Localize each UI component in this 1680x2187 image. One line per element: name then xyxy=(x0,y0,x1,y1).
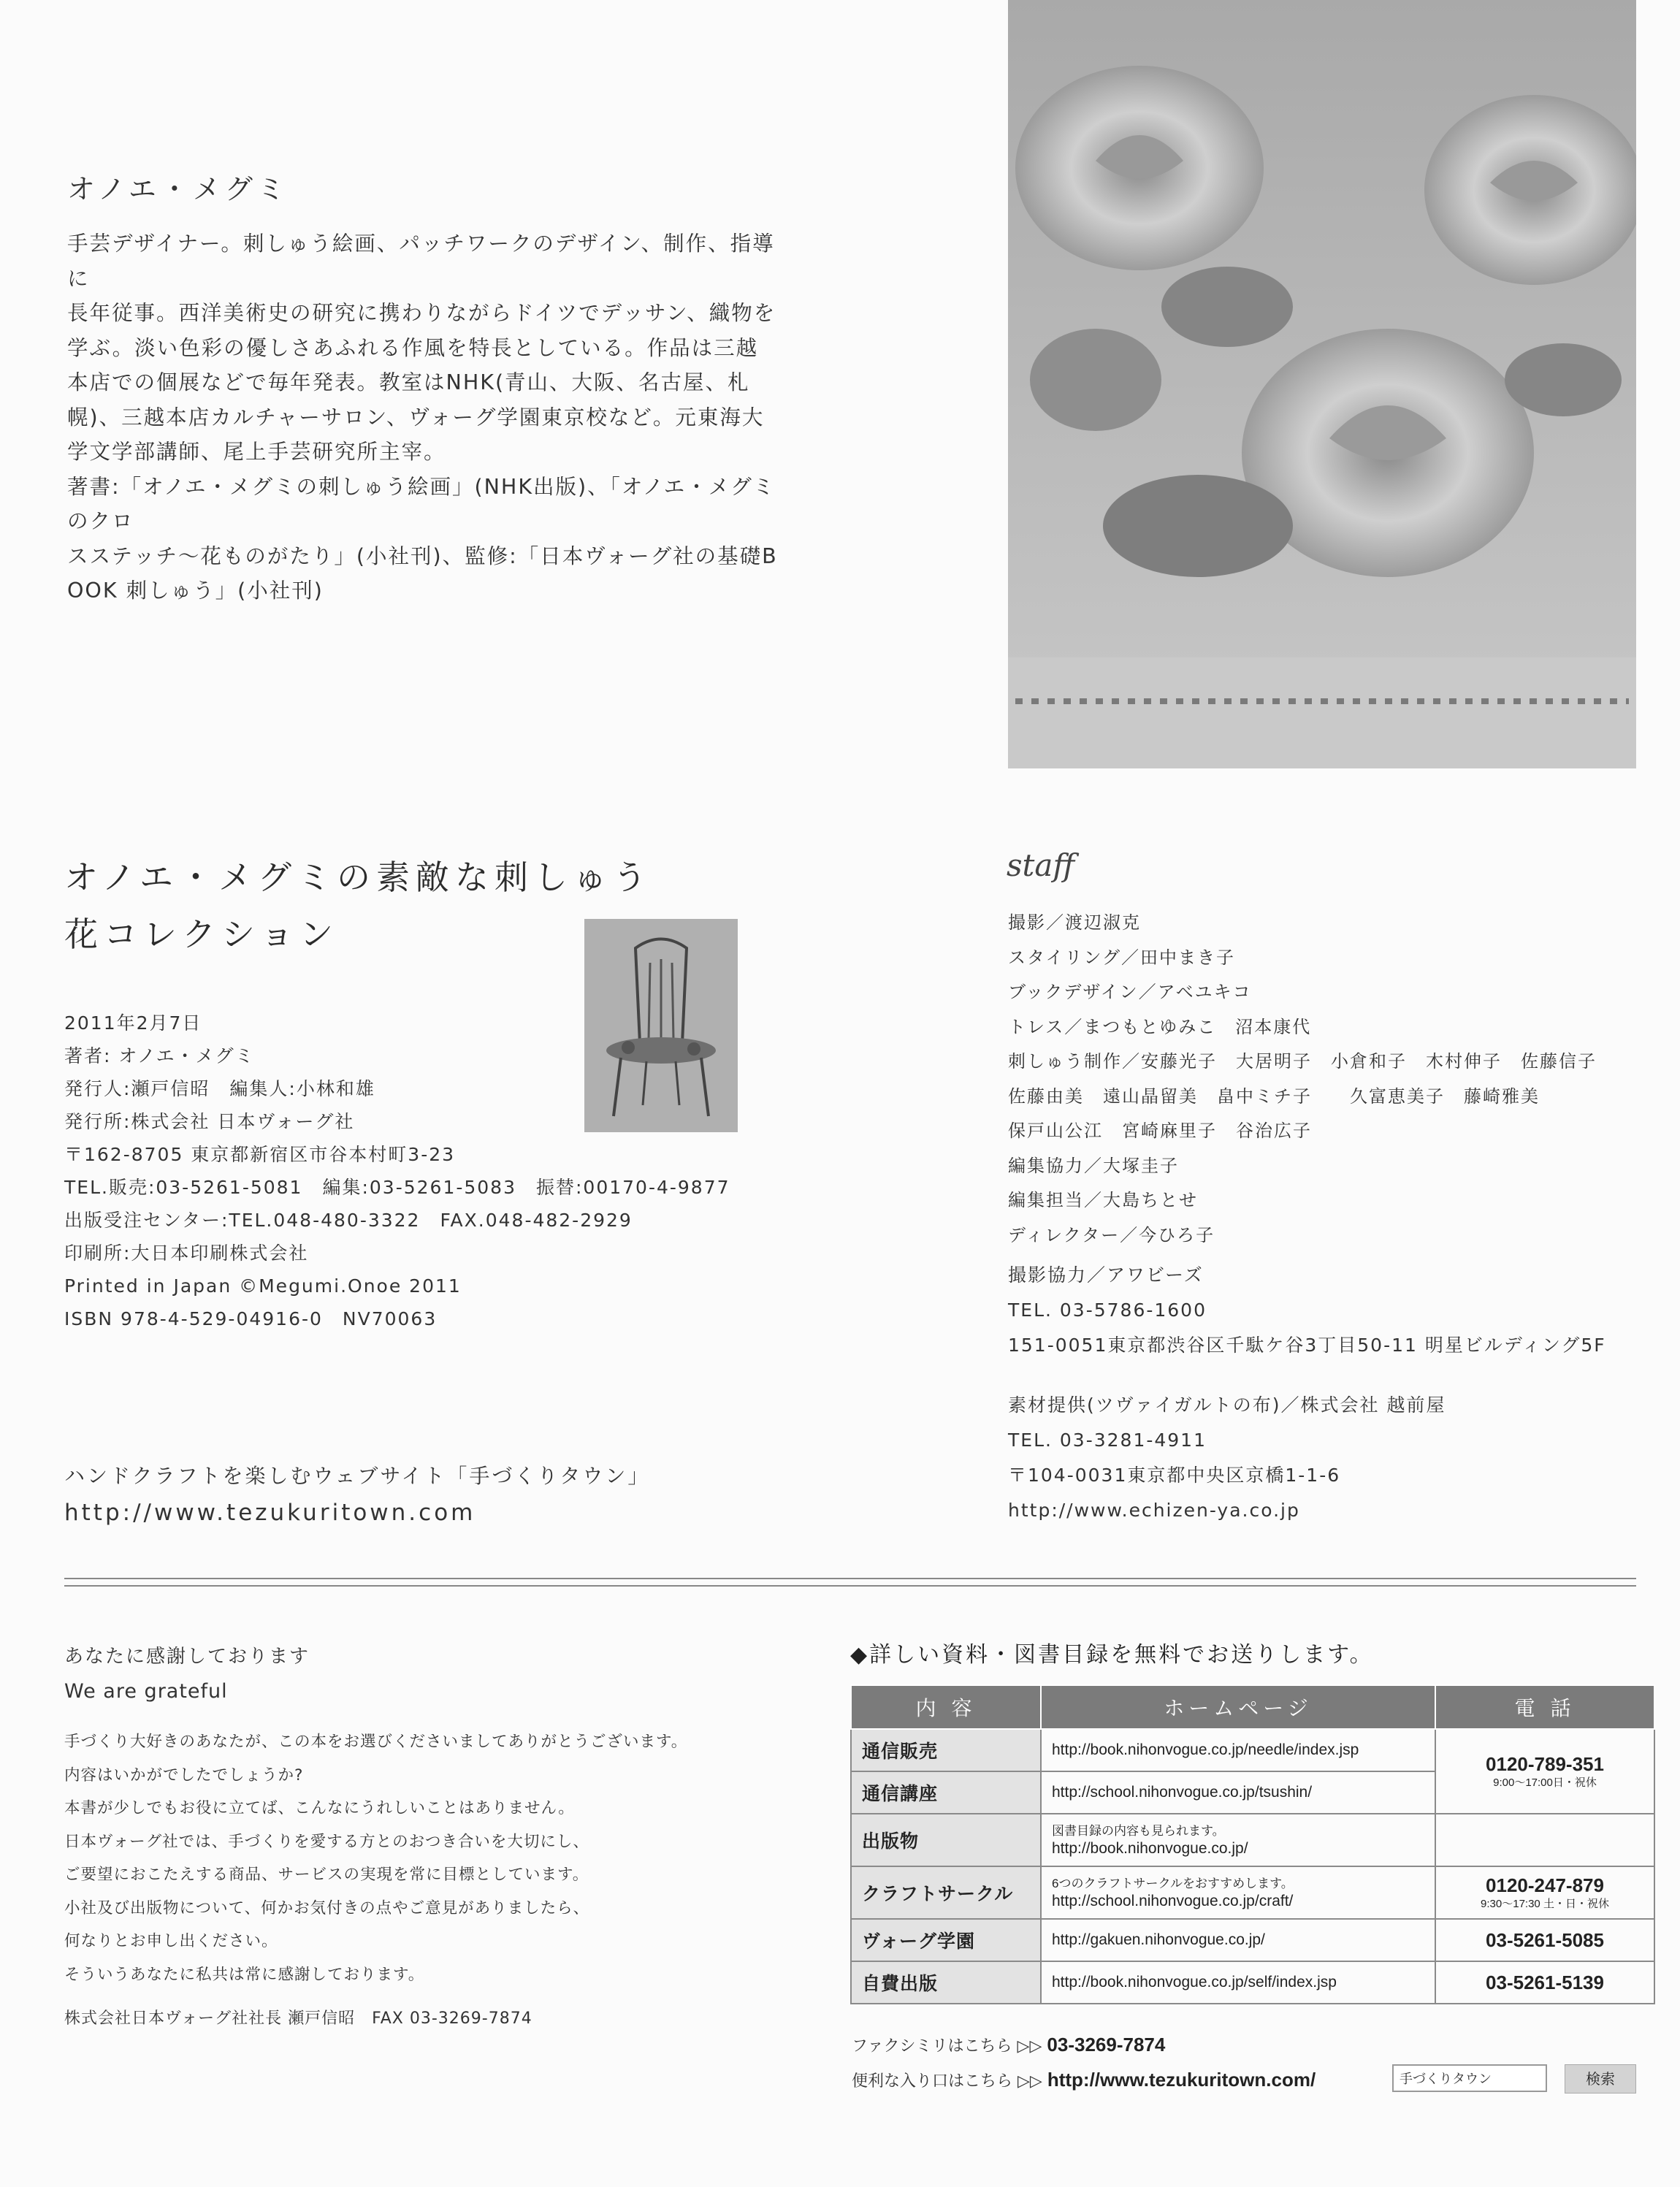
materials-line: 〒104-0031東京都中央区京橋1-1-6 xyxy=(1008,1465,1341,1486)
colophon-line: ISBN 978-4-529-04916-0 NV70063 xyxy=(64,1308,438,1329)
staff-line: 撮影／渡辺淑克 xyxy=(1008,912,1141,933)
bio-line: 長年従事。西洋美術史の研究に携わりながらドイツでデッサン、織物を xyxy=(67,301,776,325)
grateful-line: 何なりとお申し出ください。 xyxy=(64,1932,278,1950)
grateful-line: そういうあなたに私共は常に感謝しております。 xyxy=(64,1965,425,1984)
row-url-cell xyxy=(1041,1814,1435,1866)
row-url[interactable]: http://school.nihonvogue.co.jp/tsushin/ xyxy=(1041,1771,1435,1814)
portal-line xyxy=(852,2069,1316,2091)
phone-cell xyxy=(1435,1866,1654,1919)
row-url[interactable]: http://book.nihonvogue.co.jp/self/index.jsp xyxy=(1041,1961,1435,2004)
colophon-line: TEL.販売:03-5261-5081 編集:03-5261-5083 振替:00170-4-9877 xyxy=(64,1177,730,1198)
book-title-line2: 花コレクション xyxy=(64,915,340,954)
grateful-signature: 株式会社日本ヴォーグ社社長 瀬戸信昭 FAX 03-3269-7874 xyxy=(64,2009,532,2028)
website-label: ハンドクラフトを楽しむウェブサイト「手づくりタウン」 xyxy=(64,1464,651,1488)
row-category: 出版物 xyxy=(851,1814,1041,1866)
row-category: 通信販売 xyxy=(851,1729,1041,1771)
staff-line: スタイリング／田中まき子 xyxy=(1008,947,1236,968)
catalog-title: ◆詳しい資料・図書目録を無料でお送りします。 xyxy=(850,1642,1374,1668)
search-button[interactable]: 検索 xyxy=(1565,2064,1636,2094)
cooperation-line: TEL. 03-5786-1600 xyxy=(1008,1299,1207,1321)
divider-rule xyxy=(64,1585,1636,1587)
grateful-message xyxy=(64,1639,687,2028)
grateful-line: ご要望におこたえする商品、サービスの実現を常に目標としています。 xyxy=(64,1866,589,1884)
table-header-row xyxy=(851,1685,1654,1729)
phone-cell xyxy=(1435,1729,1654,1814)
bio-line: 学ぶ。淡い色彩の優しさあふれる作風を特長としている。作品は三越 xyxy=(67,335,759,360)
row-category: ヴォーグ学園 xyxy=(851,1919,1041,1961)
colophon-line: 著者: オノエ・メグミ xyxy=(64,1045,255,1066)
book-title-line1: オノエ・メグミの素敵な刺しゅう xyxy=(64,858,652,897)
grateful-line: 日本ヴォーグ社では、手づくりを愛する方とのおつき合いを大切にし、 xyxy=(64,1832,589,1851)
portal-label: 便利な入り口はこちら ▷▷ xyxy=(852,2072,1042,2091)
bio-line: 本店での個展などで毎年発表。教室はNHK(青山、大阪、名古屋、札 xyxy=(67,370,750,394)
colophon-line: 〒162-8705 東京都新宿区市谷本村町3-23 xyxy=(64,1144,456,1165)
cooperation-line: 撮影協力／アワビーズ xyxy=(1008,1264,1204,1286)
grateful-line: 本書が少しでもお役に立てば、こんなにうれしいことはありません。 xyxy=(64,1799,575,1817)
staff-line: 刺しゅう制作／安藤光子 大居明子 小倉和子 木村伸子 佐藤信子 xyxy=(1008,1051,1597,1072)
phone-hours: 9:30〜17:30 土・日・祝休 xyxy=(1481,1897,1609,1910)
table-row xyxy=(851,1961,1654,2004)
materials-line: TEL. 03-3281-4911 xyxy=(1008,1430,1207,1451)
grateful-line: 小社及び出版物について、何かお気付きの点やご意見がありましたら、 xyxy=(64,1898,590,1917)
grateful-line: 手づくり大好きのあなたが、この本をお選びくださいましてありがとうございます。 xyxy=(64,1733,688,1751)
row-url[interactable]: http://book.nihonvogue.co.jp/needle/index.jsp xyxy=(1041,1729,1435,1771)
row-url[interactable]: http://school.nihonvogue.co.jp/craft/ xyxy=(1052,1893,1294,1909)
staff-line: 佐藤由美 遠山晶留美 畠中ミチ子 久富恵美子 藤崎雅美 xyxy=(1008,1085,1540,1107)
header-phone: 電 話 xyxy=(1435,1685,1654,1729)
materials-line: 素材提供(ツヴァイガルトの布)／株式会社 越前屋 xyxy=(1008,1394,1446,1416)
colophon-line: 発行所:株式会社 日本ヴォーグ社 xyxy=(64,1111,355,1132)
table-row xyxy=(851,1919,1654,1961)
colophon-line: Printed in Japan ©Megumi.Onoe 2011 xyxy=(64,1275,462,1297)
row-category: 自費出版 xyxy=(851,1961,1041,2004)
staff-line: 編集協力／大塚圭子 xyxy=(1008,1155,1179,1176)
row-url-cell xyxy=(1041,1866,1435,1919)
table-row xyxy=(851,1866,1654,1919)
bio-line: OOK 刺しゅう」(小社刊) xyxy=(67,579,324,603)
fax-line xyxy=(852,2034,1165,2056)
bio-line: 学文学部講師、尾上手芸研究所主宰。 xyxy=(67,440,446,464)
row-url[interactable]: http://book.nihonvogue.co.jp/ xyxy=(1052,1840,1248,1857)
colophon-line: 印刷所:大日本印刷株式会社 xyxy=(64,1243,309,1264)
grateful-title-en: We are grateful xyxy=(64,1680,228,1703)
bio-line: 著書:「オノエ・メグミの刺しゅう絵画」(NHK出版)、「オノエ・メグミのクロ xyxy=(67,474,776,533)
table-row xyxy=(851,1729,1654,1771)
staff-line: トレス／まつもとゆみこ 沼本康代 xyxy=(1008,1016,1312,1037)
book-title xyxy=(64,849,652,963)
fax-label: ファクシミリはこちら ▷▷ xyxy=(852,2037,1042,2056)
cooperation-line: 151-0051東京都渋谷区千駄ケ谷3丁目50-11 明星ビルディング5F xyxy=(1008,1335,1606,1356)
header-content: 内 容 xyxy=(851,1685,1041,1729)
fax-number: 03-3269-7874 xyxy=(1047,2034,1166,2056)
author-name: オノエ・メグミ xyxy=(67,173,289,205)
row-url[interactable]: http://gakuen.nihonvogue.co.jp/ xyxy=(1041,1919,1435,1961)
staff-line: ディレクター／今ひろ子 xyxy=(1008,1224,1215,1245)
grateful-body xyxy=(64,1725,687,1991)
phone-number: 0120-789-351 xyxy=(1486,1752,1604,1775)
materials-url: http://www.echizen-ya.co.jp xyxy=(1008,1500,1300,1521)
table-row xyxy=(851,1814,1654,1866)
grateful-title-jp: あなたに感謝しております xyxy=(64,1646,310,1668)
staff-line: 保戸山公江 宮崎麻里子 谷治広子 xyxy=(1008,1121,1312,1141)
row-note: 6つのクラフトサークルをおすすめします。 xyxy=(1052,1877,1294,1890)
divider-rule xyxy=(64,1578,1636,1579)
colophon-line: 出版受注センター:TEL.048-480-3322 FAX.048-482-2929 xyxy=(64,1210,633,1231)
website-url: http://www.tezukuritown.com xyxy=(64,1500,476,1526)
phone-number: 03-5261-5085 xyxy=(1435,1919,1654,1961)
colophon-line: 発行人:瀬戸信昭 編集人:小林和雄 xyxy=(64,1078,375,1099)
catalog-table xyxy=(850,1684,1655,2004)
phone-number: 0120-247-879 xyxy=(1486,1874,1604,1896)
colophon xyxy=(64,1007,730,1335)
phone-cell-empty xyxy=(1435,1814,1654,1866)
row-category: 通信講座 xyxy=(851,1771,1041,1814)
row-category: クラフトサークル xyxy=(851,1866,1041,1919)
search-input[interactable]: 手づくりタウン xyxy=(1392,2064,1547,2092)
author-bio xyxy=(67,226,790,608)
grateful-line: 内容はいかがでしたでしょうか? xyxy=(64,1766,304,1785)
staff-list xyxy=(1008,906,1597,1253)
bio-line: 幌)、三越本店カルチャーサロン、ヴォーグ学園東京校など。元東海大 xyxy=(67,405,765,430)
bio-line: スステッチ〜花ものがたり」(小社刊)、監修:「日本ヴォーグ社の基礎B xyxy=(67,543,778,568)
row-note: 図書目録の内容も見られます。 xyxy=(1052,1824,1225,1838)
website-info xyxy=(64,1458,650,1531)
bio-line: 手芸デザイナー。刺しゅう絵画、パッチワークのデザイン、制作、指導に xyxy=(67,232,775,291)
phone-number: 03-5261-5139 xyxy=(1435,1961,1654,2004)
phone-hours: 9:00〜17:00日・祝休 xyxy=(1493,1776,1597,1789)
staff-heading: staff xyxy=(1007,847,1075,883)
portal-url[interactable]: http://www.tezukuritown.com/ xyxy=(1047,2069,1316,2091)
embroidery-photo xyxy=(1008,0,1636,768)
rose-embroidery-image xyxy=(1008,0,1636,768)
staff-line: 編集担当／大島ちとせ xyxy=(1008,1190,1198,1210)
staff-cooperation xyxy=(1008,1258,1606,1528)
header-homepage: ホームページ xyxy=(1041,1685,1435,1729)
staff-line: ブックデザイン／アベユキコ xyxy=(1008,982,1252,1002)
colophon-line: 2011年2月7日 xyxy=(64,1012,202,1034)
